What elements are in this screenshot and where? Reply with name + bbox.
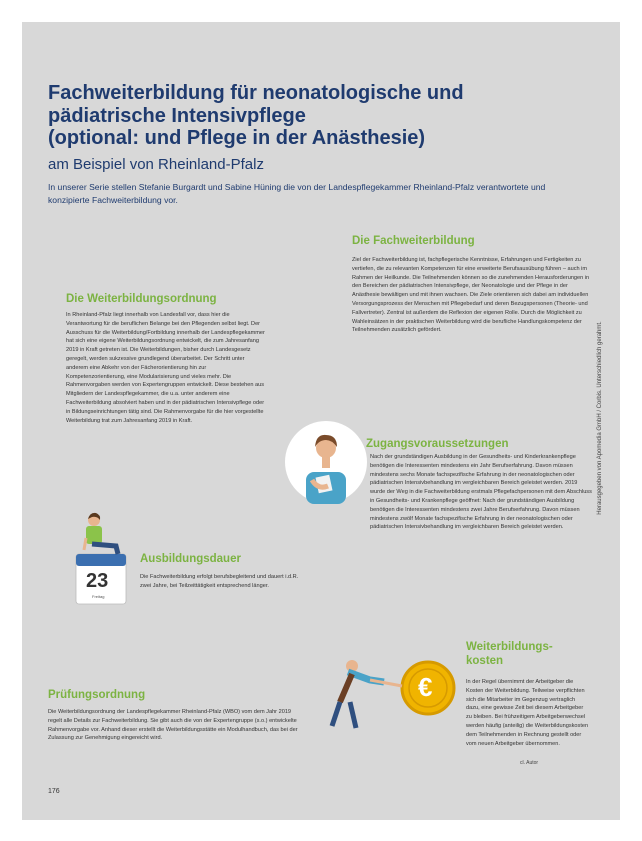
calendar-illustration (72, 510, 136, 606)
text-ausbildungsdauer: Die Fachweiterbildung erfolgt berufsbegleitend und dauert i.d.R. zwei Jahre, bei Teilzeittätigkeit entsprechend länger. (140, 574, 299, 589)
title-line-1: Fachweiterbildung für neonatologische und (48, 82, 464, 104)
text-zugangsvoraussetzungen: Nach der grundständigen Ausbildung in der Gesundheits- und Kinderkrankenpflege benötigen die Interessenten mindestens ein Jahr Berufserfahrung. Davon müssen mindestens sechs Monate fachspezifische Erfahrung in der neonatologischen oder pädiatrischen Intensivbehandlung im vergleichbaren Bereich geleistet werden. 2019 wurde der Weg in die Fachweiterbildung erstmals Pflegefachpersonen mit dem Abschluss in Gesundheits- und Krankenpflege geöffnet: Nach der grundständigen Ausbildung benötigen die Interessenten mindestens zwei Jahre Berufserfahrung. Davon müssen mindestens zwölf Monate fachspezifische Erfahrung in der neonatologischen oder pädiatrischen Intensivbehandlung im vergleichbaren Bereich geleistet werden. (370, 454, 592, 531)
heading-zugangsvoraussetzungen: Zugangsvoraussetzungen (366, 438, 509, 450)
nurse-illustration (284, 420, 368, 504)
heading-fachweiterbildung: Die Fachweiterbildung (352, 235, 475, 247)
text-kosten: In der Regel übernimmt der Arbeitgeber die Kosten der Weiterbildung. Teilweise verpflichten sich die Mitarbeiter im Gegenzug vertraglich dazu, eine gewisse Zeit bei diesem Arbeitgeber zu bleiben. Bei frühzeitigem Arbeitgeberwechsel werden häufig (anteilig) die Weiterbildungskosten dem Teilnehmenden in Rechnung gestellt oder vom neuen Arbeitgeber übernommen. (466, 679, 589, 747)
page-title (48, 82, 568, 150)
heading-weiterbildungsordnung: Die Weiterbildungsordnung (66, 293, 217, 305)
intro-text: In unserer Serie stellen Stefanie Burgardt und Sabine Hüning die von der Landespflegekammer Rheinland-Pfalz verantwortete und konzipierte Fachweiterbildung vor. (48, 182, 546, 205)
calendar-weekday: Freitag (92, 594, 105, 599)
page-subtitle: am Beispiel von Rheinland-Pfalz (48, 156, 264, 173)
text-pruefungsordnung: Die Weiterbildungsordnung der Landespflegekammer Rheinland-Pfalz (WBO) vom dem Jahr 2019 regelt alle Details zur Fachweiterbildung. Sie gibt auch die von der Expertengruppe (s.o.) entwickelte Rahmenvorgabe vor. Anhand dieser erstellt die Weiterbildungsstätte ein Modulhandbuch, das bei der Zulassung zur Genehmigung eingereicht wird. (48, 709, 298, 742)
euro-coin-illustration (326, 652, 462, 732)
title-line-3: (optional: und Pflege in der Anästhesie) (48, 127, 426, 149)
footnote: cl. Autor (520, 760, 539, 766)
heading-ausbildungsdauer: Ausbildungsdauer (140, 553, 241, 565)
side-credit: Herausgegeben von Apomedia GmbH / Corbis. Unterschiedlich gerahmt. (597, 321, 603, 515)
heading-kosten (466, 640, 553, 668)
title-line-2: pädiatrische Intensivpflege (48, 104, 306, 127)
text-fachweiterbildung: Ziel der Fachweiterbildung ist, fachpflegerische Kenntnisse, Erfahrungen und Fertigkeiten zu vertiefen, die zu relevanten Kompetenzen für eine erweiterte Berufsausübung führen – auch im Rahmen der Heilkunde. Die Teilnehmenden können so die zunehmenden Herausforderungen in den Bereichen der pädiatrischen Intensivpflege, der Neonatologie und der Pflege in der Anästhesie bewältigen und mit ihnen wachsen. Die Ziele orientieren sich dabei am individuellen Versorgungsprozess der Menschen mit Pflegebedarf und deren Bezugspersonen (Theorie- und Fallvertreter). Zentral ist außerdem die Reflexion der eigenen Rolle. Durch die Möglichkeit zu Wahleinsätzen in der praktischen Weiterbildung wird die berufliche Handlungskompetenz der Teilnehmenden zusätzlich gefördert. (352, 257, 590, 334)
calendar-day: 23 (86, 570, 109, 592)
heading-pruefungsordnung: Prüfungsordnung (48, 689, 146, 701)
euro-symbol: € (418, 672, 433, 702)
page-number: 176 (48, 788, 60, 795)
text-weiterbildungsordnung: In Rheinland-Pfalz liegt innerhalb von Landesfall vor, dass hier die Verantwortung für die beruflichen Belange bei den Pflegenden selbst liegt. Der Ausschuss für die Weiterbildung/Fortbildung innerhalb der Landespflegekammer hat sich eine eigene Weiterbildungsordnung entwickelt, die zum Jahresanfang 2019 in Kraft getreten ist. Die Weiterbildungen, bisher durch Landesgesetz geregelt, werden sukzessive grundlegend überarbeitet. Der Schritt unter anderem eine Abkehr von der Fächerorientierung hin zur Kompetenzorientierung, eine Modularisierung und vieles mehr. Die Rahmenvorgaben werden von Expertengruppen entwickelt. Diese bestehen aus Mitgliedern der Landespflegekammer, die u.a. unter anderem eine Fachweiterbildung absolviert haben und in der pädiatrischen Intensivpflege oder in Bildungseinrichtungen tätig sind. Die Rahmenvorgabe für die hier vorgestellte Weiterbildung trat zum Jahresanfang 2019 in Kraft. (66, 312, 265, 424)
heading-kosten-line-1: Weiterbildungs- (466, 641, 553, 653)
heading-kosten-line-2: kosten (466, 655, 504, 667)
